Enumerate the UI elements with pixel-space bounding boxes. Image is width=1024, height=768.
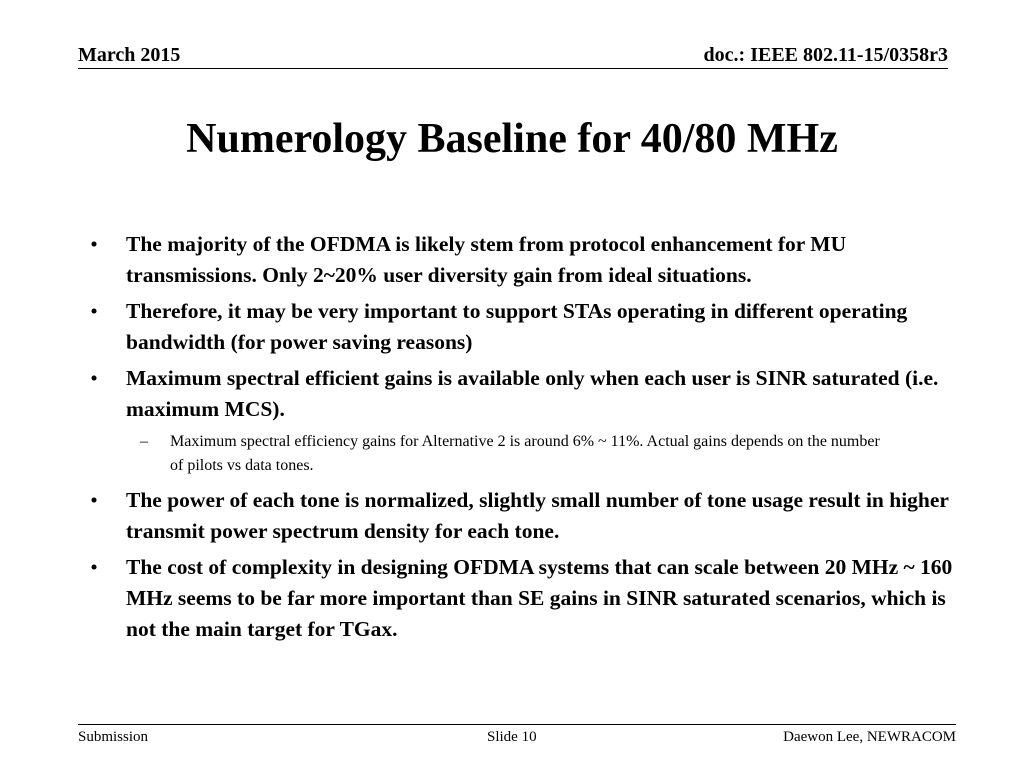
slide-title: Numerology Baseline for 40/80 MHz [186, 116, 838, 162]
bullet-item [84, 485, 964, 547]
header-divider [78, 68, 948, 69]
header-doc-id: doc.: IEEE 802.11-15/0358r3 [703, 44, 948, 66]
bullet-item [84, 229, 964, 291]
bullet-text: The power of each tone is normalized, slightly small number of tone usage result in higher transmit power spectrum density for each tone. [126, 488, 949, 543]
sub-bullet-item [84, 430, 890, 478]
bullet-item [84, 552, 964, 645]
bullet-text: Maximum spectral efficient gains is available only when each user is SINR saturated (i.e. maximum MCS). [126, 366, 939, 421]
footer-slide-number: Slide 10 [487, 729, 537, 745]
footer-divider [78, 724, 956, 725]
footer-author: Daewon Lee, NEWRACOM [783, 729, 956, 745]
sub-bullet-text: Maximum spectral efficiency gains for Alternative 2 is around 6% ~ 11%. Actual gains depends on the number of pilots vs data tones. [170, 433, 880, 474]
sub-bullet-marker: – [140, 433, 148, 450]
footer-submission: Submission [78, 729, 149, 745]
bullet-item [84, 363, 964, 425]
bullet-item [84, 296, 964, 358]
bullet-marker: • [90, 555, 98, 579]
bullet-marker: • [90, 366, 98, 390]
bullet-text: The cost of complexity in designing OFDMA systems that can scale between 20 MHz ~ 160 MHz seems to be far more important than SE gains in SINR saturated scenarios, which is not the main target for TGax. [126, 555, 953, 641]
bullet-marker: • [90, 232, 98, 256]
bullet-marker: • [90, 488, 98, 512]
slide-body [84, 229, 964, 650]
bullet-marker: • [90, 299, 98, 323]
bullet-text: The majority of the OFDMA is likely stem from protocol enhancement for MU transmissions. Only 2~20% user diversity gain from ideal situations. [126, 232, 847, 287]
bullet-text: Therefore, it may be very important to support STAs operating in different operating bandwidth (for power saving reasons) [126, 299, 908, 354]
header-date: March 2015 [78, 44, 181, 66]
